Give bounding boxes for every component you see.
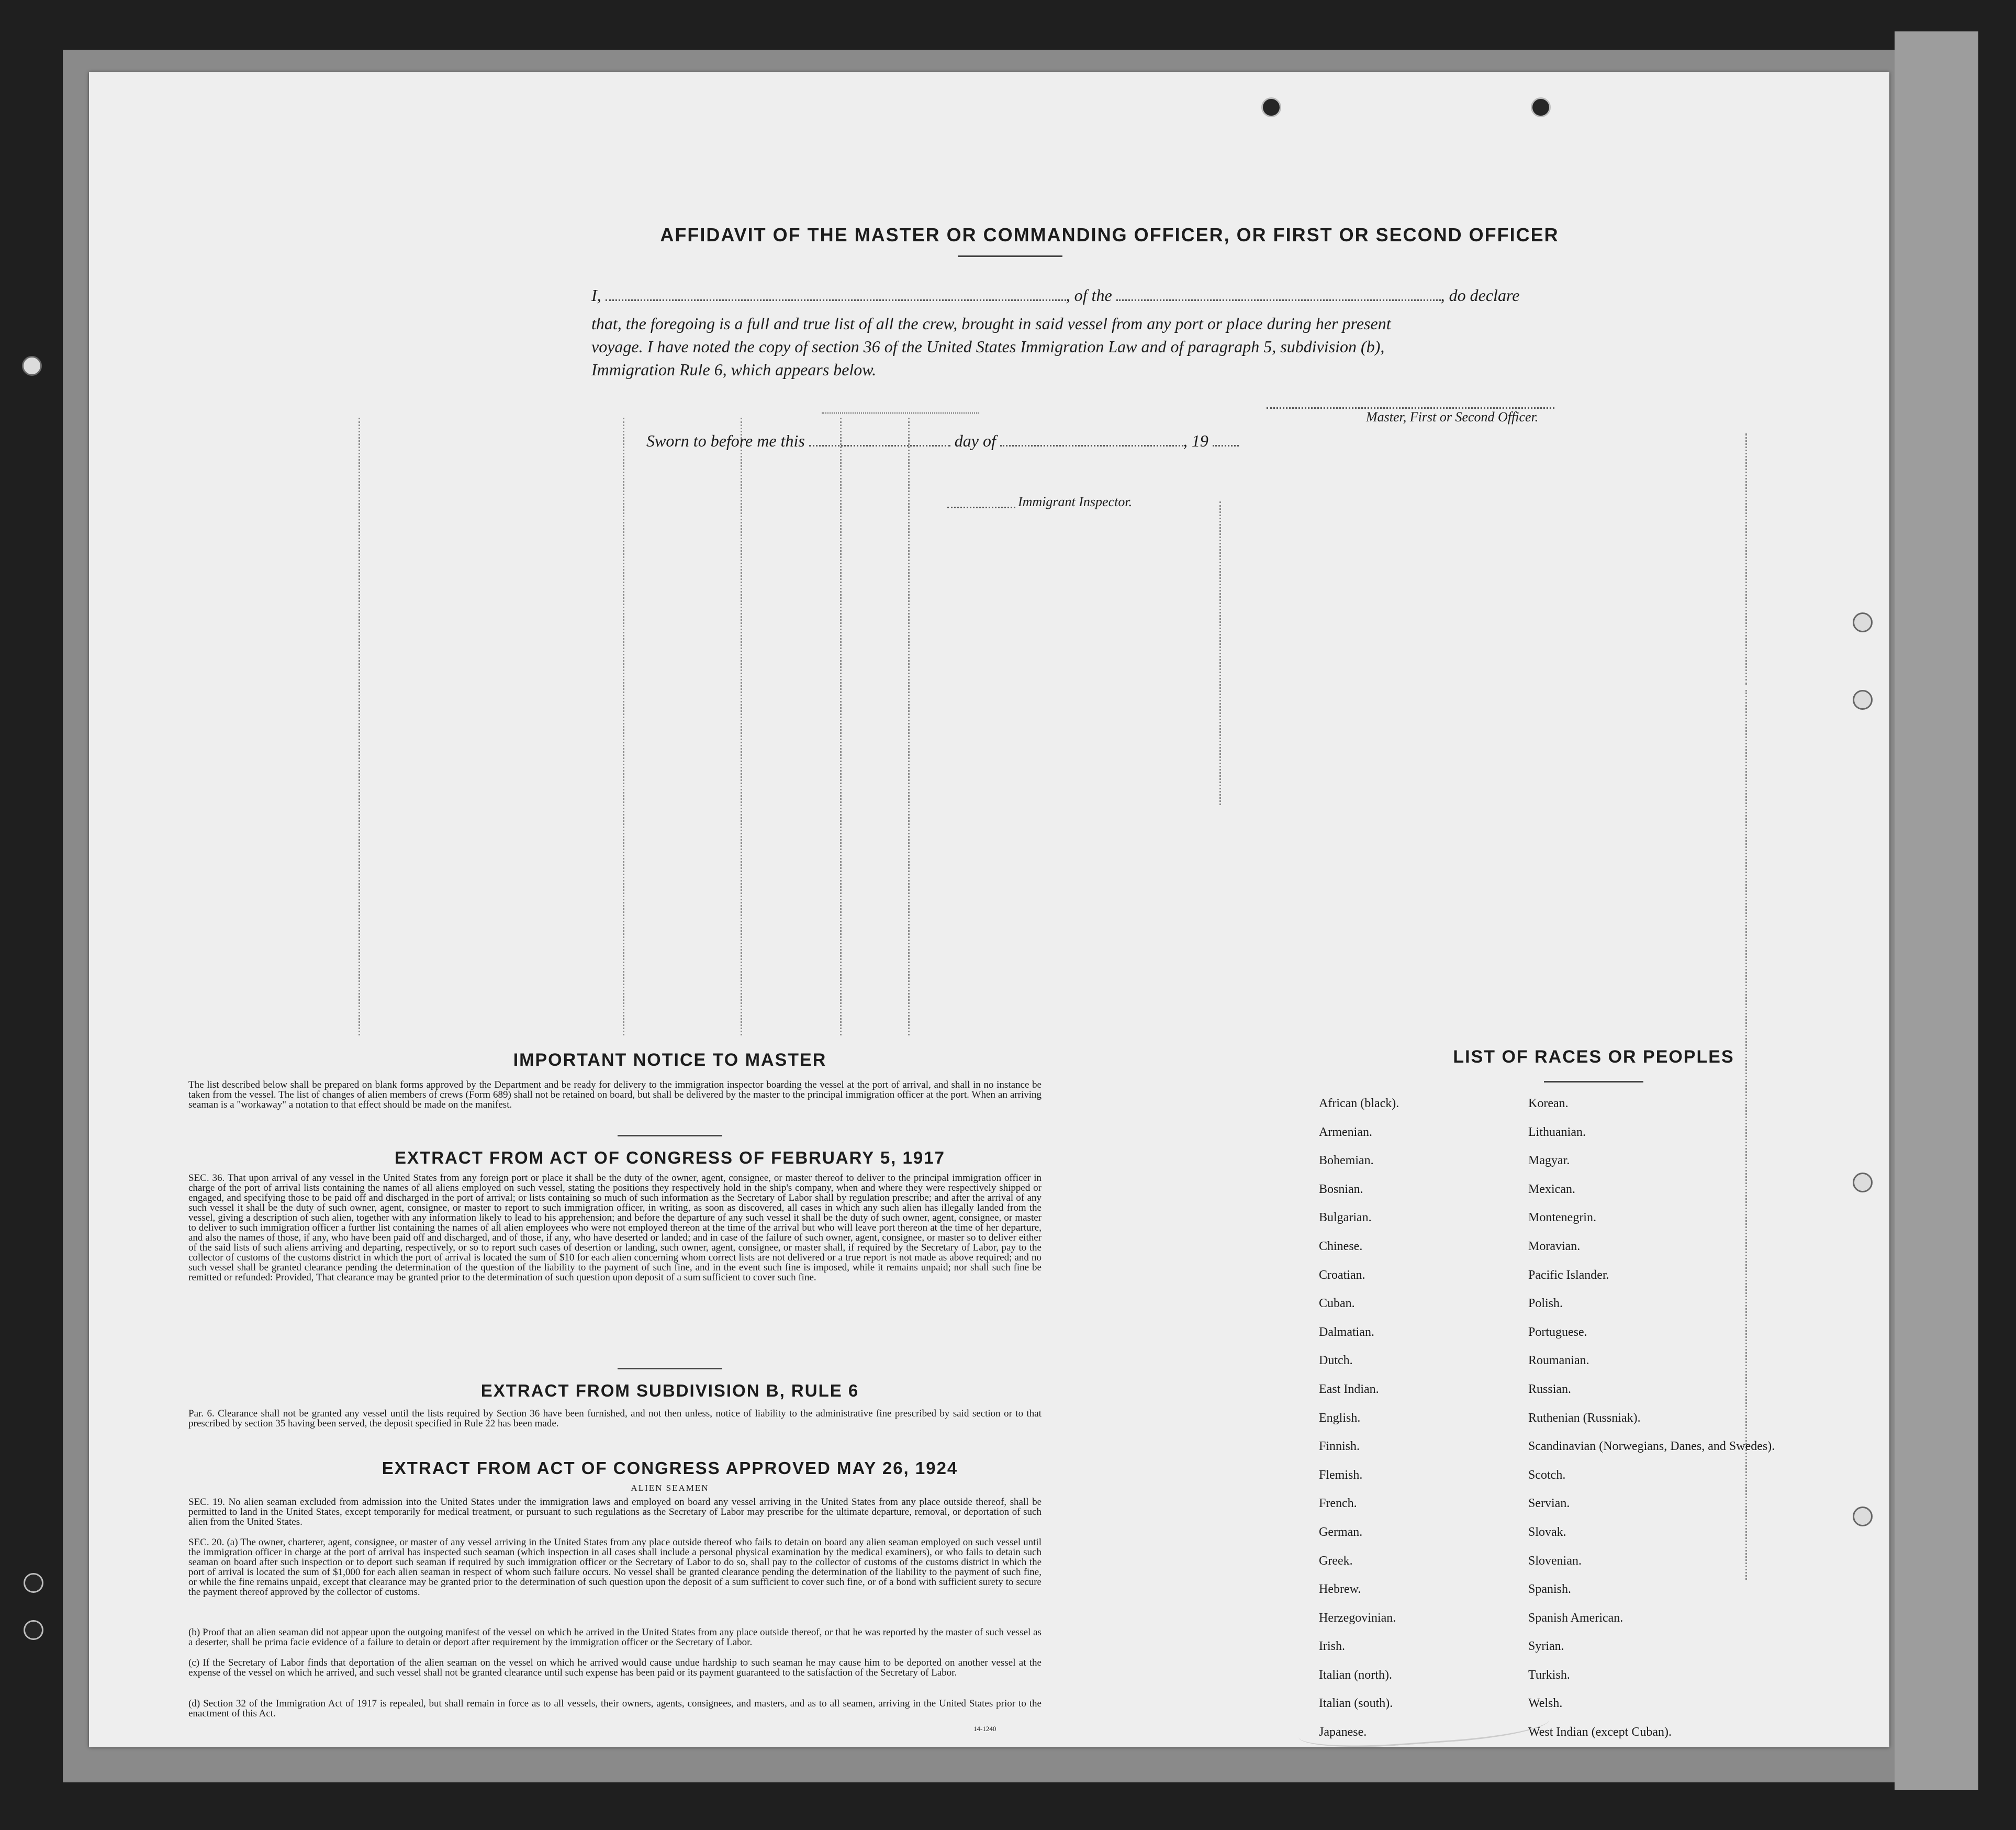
race-item: Greek. <box>1319 1554 1353 1568</box>
race-item: Slovak. <box>1528 1525 1566 1539</box>
sworn-date-blank[interactable] <box>809 430 950 447</box>
races-column-1 <box>1319 1097 1518 1754</box>
extract-1924-sec20d: (d) Section 32 of the Immigration Act of 1917 is repealed, but shall remain in force as to all vessels, their owners, agents, consignees, and masters, and as to all seamen, arriving in the United States prior to the enactment of this Act. <box>188 1698 1041 1719</box>
extract-rule6-title: EXTRACT FROM SUBDIVISION B, RULE 6 <box>480 1381 859 1400</box>
punch-hole-icon <box>1531 97 1551 117</box>
ghost-column-line <box>1745 433 1747 685</box>
sworn-year-label: , 19 <box>1183 431 1208 450</box>
ghost-column-line <box>623 418 624 1035</box>
extract-1917-text: SEC. 36. That upon arrival of any vessel in the United States from any foreign port or place it shall be the duty of the owner, agent, consignee, or master thereof to deliver to the principal immigration officer in charge of the port of arrival lists containing the names of all aliens employed on such vessel, stating the positions they respectively hold in the ship's company, when and where they were respectively shipped or engaged, and specifying those to be paid off and discharged in the port of arrival; or lists containing so much of such information as the Secretary of Labor shall by regulation prescribe; and after the arrival of any such vessel it shall be the duty of such owner, agent, consignee, or master to report to such immigration officer, in writing, as soon as discovered, all cases in which any such alien has illegally landed from the vessel, giving a description of such alien, together with any information likely to lead to his apprehension; and before the departure of any such vessel it shall be the duty of such owner, agent, consignee, or master to deliver to such immigration officer a further list containing the names of all alien employees who were not employed thereon at the time of the arrival but who will leave port thereon at the time of her departure, and also the names of those, if any, who have been paid off and discharged, and of those, if any, who have deserted or landed; and in case of the failure of such owner, agent, consignee, or master so to deliver either of the said lists of such aliens arriving and departing, respectively, or so to report such cases of desertion or landing, such owner, agent, consignee, or master shall, if required by the Secretary of Labor, pay to the collector of customs of the customs district in which the port of arrival is located the sum of $10 for each alien concerning whom correct lists are not delivered or a true report is not made as above required; and no such vessel shall be granted clearance pending the determination of the question of the liability to the payment of such fine, and in the event such fine is imposed, while it remains unpaid; nor shall such fine be remitted or refunded: Provided, That clearance may be granted prior to the determination of such question upon deposit of a sum sufficient to cover such fine. <box>188 1173 1041 1283</box>
extract-1917-title: EXTRACT FROM ACT OF CONGRESS OF FEBRUARY 5, 1917 <box>395 1148 945 1167</box>
race-item: Italian (south). <box>1319 1697 1393 1711</box>
race-item: Russian. <box>1528 1382 1572 1396</box>
affidavit-do-declare: , do declare <box>1440 286 1520 305</box>
ghost-column-line <box>359 418 360 1035</box>
binder-hole-icon <box>24 1620 43 1640</box>
extract-1924-sec19: SEC. 19. No alien seaman excluded from admission into the United States under the immigration laws and employed on board any vessel arriving in the United States from any place outside thereof, shall be permitted to land in the United States, except temporarily for medical treatment, or pursuant to such regulations as the Secretary of Labor may prescribe for the ultimate departure, removal, or deportation of such alien from the United States. <box>188 1497 1041 1527</box>
signature-line[interactable] <box>1267 407 1554 409</box>
race-item: Dalmatian. <box>1319 1325 1374 1339</box>
document-page <box>89 72 1889 1747</box>
extract-1924-sec20a: SEC. 20. (a) The owner, charterer, agent, consignee, or master of any vessel arriving in the United States from any place outside thereof who fails to detain on board any alien seaman employed on such vessel until the immigration officer in charge at the port of arrival has inspected such seaman (which inspection in all cases shall include a personal physical examination by the medical examiners), or who fails to detain such seaman on board after such inspection or to deport such seaman if required by such immigration officer or the Secretary of Labor to do so, shall pay to the collector of customs of the customs district in which the port of arrival is located the sum of $1,000 for each alien seaman in respect of whom such failure occurs. No vessel shall be granted clearance pending the determination of the liability to the payment of such fine, or while the fine remains unpaid, except that clearance may be granted prior to the determination of such question upon the deposit of a sum sufficient to cover such fine, or of a bond with sufficient surety to secure the payment thereof approved by the collector of customs. <box>188 1537 1041 1598</box>
race-item: French. <box>1319 1497 1357 1511</box>
sworn-label: Sworn to before me this <box>646 431 805 450</box>
races-column-2 <box>1528 1097 1779 1754</box>
race-item: Polish. <box>1528 1297 1563 1311</box>
race-item: Japanese. <box>1319 1725 1367 1739</box>
extract-rule6-text: Par. 6. Clearance shall not be granted any vessel until the lists required by Section 36 have been furnished, and not then unless, notice of liability to the administrative fine prescribed by said section or to that prescribed by section 35 having been served, the deposit specified in Rule 22 has been made. <box>188 1408 1041 1429</box>
affidavit-text-line: Immigration Rule 6, which appears below. <box>591 360 877 379</box>
punch-hole-icon <box>1853 690 1873 710</box>
race-item: German. <box>1319 1525 1363 1539</box>
race-item: Syrian. <box>1528 1639 1564 1654</box>
race-item: Hebrew. <box>1319 1582 1361 1597</box>
inspector-line <box>947 507 1015 508</box>
race-item: Moravian. <box>1528 1239 1581 1253</box>
form-number: 14-1240 <box>973 1725 996 1733</box>
race-item: Spanish American. <box>1528 1611 1623 1625</box>
race-item: Slovenian. <box>1528 1554 1582 1568</box>
ghost-column-line <box>840 418 842 1035</box>
section-rule <box>618 1368 722 1369</box>
race-item: East Indian. <box>1319 1382 1379 1396</box>
race-item: Chinese. <box>1319 1239 1363 1253</box>
race-item: Scandinavian (Norwegians, Danes, and Swedes). <box>1528 1440 1775 1454</box>
affidavit-declaration-line <box>591 283 1519 308</box>
race-item: Croatian. <box>1319 1268 1365 1282</box>
race-item: Portuguese. <box>1528 1325 1587 1339</box>
title-rule <box>958 255 1062 257</box>
race-item: Scotch. <box>1528 1468 1566 1482</box>
punch-hole-icon <box>1261 97 1281 117</box>
race-item: Bohemian. <box>1319 1154 1374 1168</box>
section-rule <box>618 1135 722 1136</box>
sworn-month-blank[interactable] <box>1000 430 1183 447</box>
race-item: Finnish. <box>1319 1440 1360 1454</box>
affidavit-text-line: voyage. I have noted the copy of section 36 of the United States Immigration Law and of paragraph 5, subdivision (b), <box>591 337 1385 356</box>
inspector-caption: Immigrant Inspector. <box>1018 494 1133 509</box>
race-item: Herzegovinian. <box>1319 1611 1396 1625</box>
race-item: Bosnian. <box>1319 1182 1363 1196</box>
race-item: Turkish. <box>1528 1668 1570 1682</box>
race-item: Ruthenian (Russniak). <box>1528 1411 1641 1425</box>
race-item: Armenian. <box>1319 1125 1372 1139</box>
race-item: Korean. <box>1528 1097 1569 1110</box>
signature-caption: Master, First or Second Officer. <box>1366 409 1539 425</box>
name-blank[interactable] <box>606 285 1066 301</box>
race-item: Irish. <box>1319 1639 1345 1654</box>
race-item: Cuban. <box>1319 1297 1355 1311</box>
race-item: Servian. <box>1528 1497 1570 1511</box>
race-item: Spanish. <box>1528 1582 1572 1597</box>
race-item: Mexican. <box>1528 1182 1575 1196</box>
extract-1924-sec20c: (c) If the Secretary of Labor finds that deportation of the alien seaman on the vessel on which he arrived would cause undue hardship to such seaman he may cause him to be deported on another vessel at the expense of the vessel on which he arrived, and such vessel shall not be granted clearance until such expense has been paid or its payment guaranteed to the satisfaction of the Secretary of Labor. <box>188 1657 1041 1678</box>
race-item: Montenegrin. <box>1528 1211 1596 1225</box>
race-item: Italian (north). <box>1319 1668 1392 1682</box>
punch-hole-icon <box>1853 612 1873 632</box>
race-item: West Indian (except Cuban). <box>1528 1725 1672 1739</box>
race-item: Bulgarian. <box>1319 1211 1372 1225</box>
race-item: Dutch. <box>1319 1354 1353 1368</box>
ghost-column-line <box>908 418 910 1035</box>
race-item: Magyar. <box>1528 1154 1570 1168</box>
race-item: Welsh. <box>1528 1697 1563 1711</box>
race-item: Pacific Islander. <box>1528 1268 1609 1282</box>
affidavit-i: I, <box>591 286 601 305</box>
notice-title: IMPORTANT NOTICE TO MASTER <box>513 1050 827 1070</box>
binder-hole-icon <box>22 356 42 376</box>
extract-1924-title: EXTRACT FROM ACT OF CONGRESS APPROVED MAY 26, 1924 <box>382 1458 958 1478</box>
sworn-line <box>646 428 1239 453</box>
affidavit-text-line: that, the foregoing is a full and true list of all the crew, brought in said vessel from any port or place during her present <box>591 314 1391 333</box>
punch-hole-icon <box>1853 1173 1873 1192</box>
affidavit-of-the: , of the <box>1066 286 1112 305</box>
race-item: English. <box>1319 1411 1361 1425</box>
sworn-year-blank[interactable] <box>1213 430 1239 447</box>
alien-seamen-subtitle: ALIEN SEAMEN <box>631 1483 709 1493</box>
punch-hole-icon <box>1853 1507 1873 1526</box>
title-rule <box>1544 1081 1643 1083</box>
race-item: Roumanian. <box>1528 1354 1589 1368</box>
extract-1924-sec20b: (b) Proof that an alien seaman did not appear upon the outgoing manifest of the vessel on which he arrived in the United States from any place outside thereof, or that he was reported by the master of such vessel as a deserter, shall be prima facie evidence of a failure to detain or deport after requirement by the immigration officer or the Secretary of Labor. <box>188 1627 1041 1648</box>
ghost-column-line <box>741 418 742 1035</box>
affidavit-title: AFFIDAVIT OF THE MASTER OR COMMANDING OFFICER, OR FIRST OR SECOND OFFICER <box>660 224 1559 246</box>
underlying-page-edge <box>1895 31 1978 1790</box>
notice-text: The list described below shall be prepared on blank forms approved by the Department and be ready for delivery to the immigration inspector boarding the vessel at the port of arrival, and shall in no instance be taken from the vessel. The list of changes of alien members of crews (Form 689) shall not be retained on board, but shall be delivered by the master to the principal immigration officer at the port. When an arriving seaman is a "workaway" a notation to that effect should be made on the manifest. <box>188 1079 1041 1110</box>
ghost-column-line <box>1219 501 1221 805</box>
vessel-blank[interactable] <box>1116 285 1441 301</box>
race-item: Flemish. <box>1319 1468 1363 1482</box>
races-title: LIST OF RACES OR PEOPLES <box>1453 1047 1734 1067</box>
binder-hole-icon <box>24 1573 43 1593</box>
sworn-day-of: day of <box>954 431 996 450</box>
race-item: Lithuanian. <box>1528 1125 1586 1139</box>
inspector-signature-line[interactable] <box>822 412 979 414</box>
race-item: African (black). <box>1319 1097 1399 1110</box>
